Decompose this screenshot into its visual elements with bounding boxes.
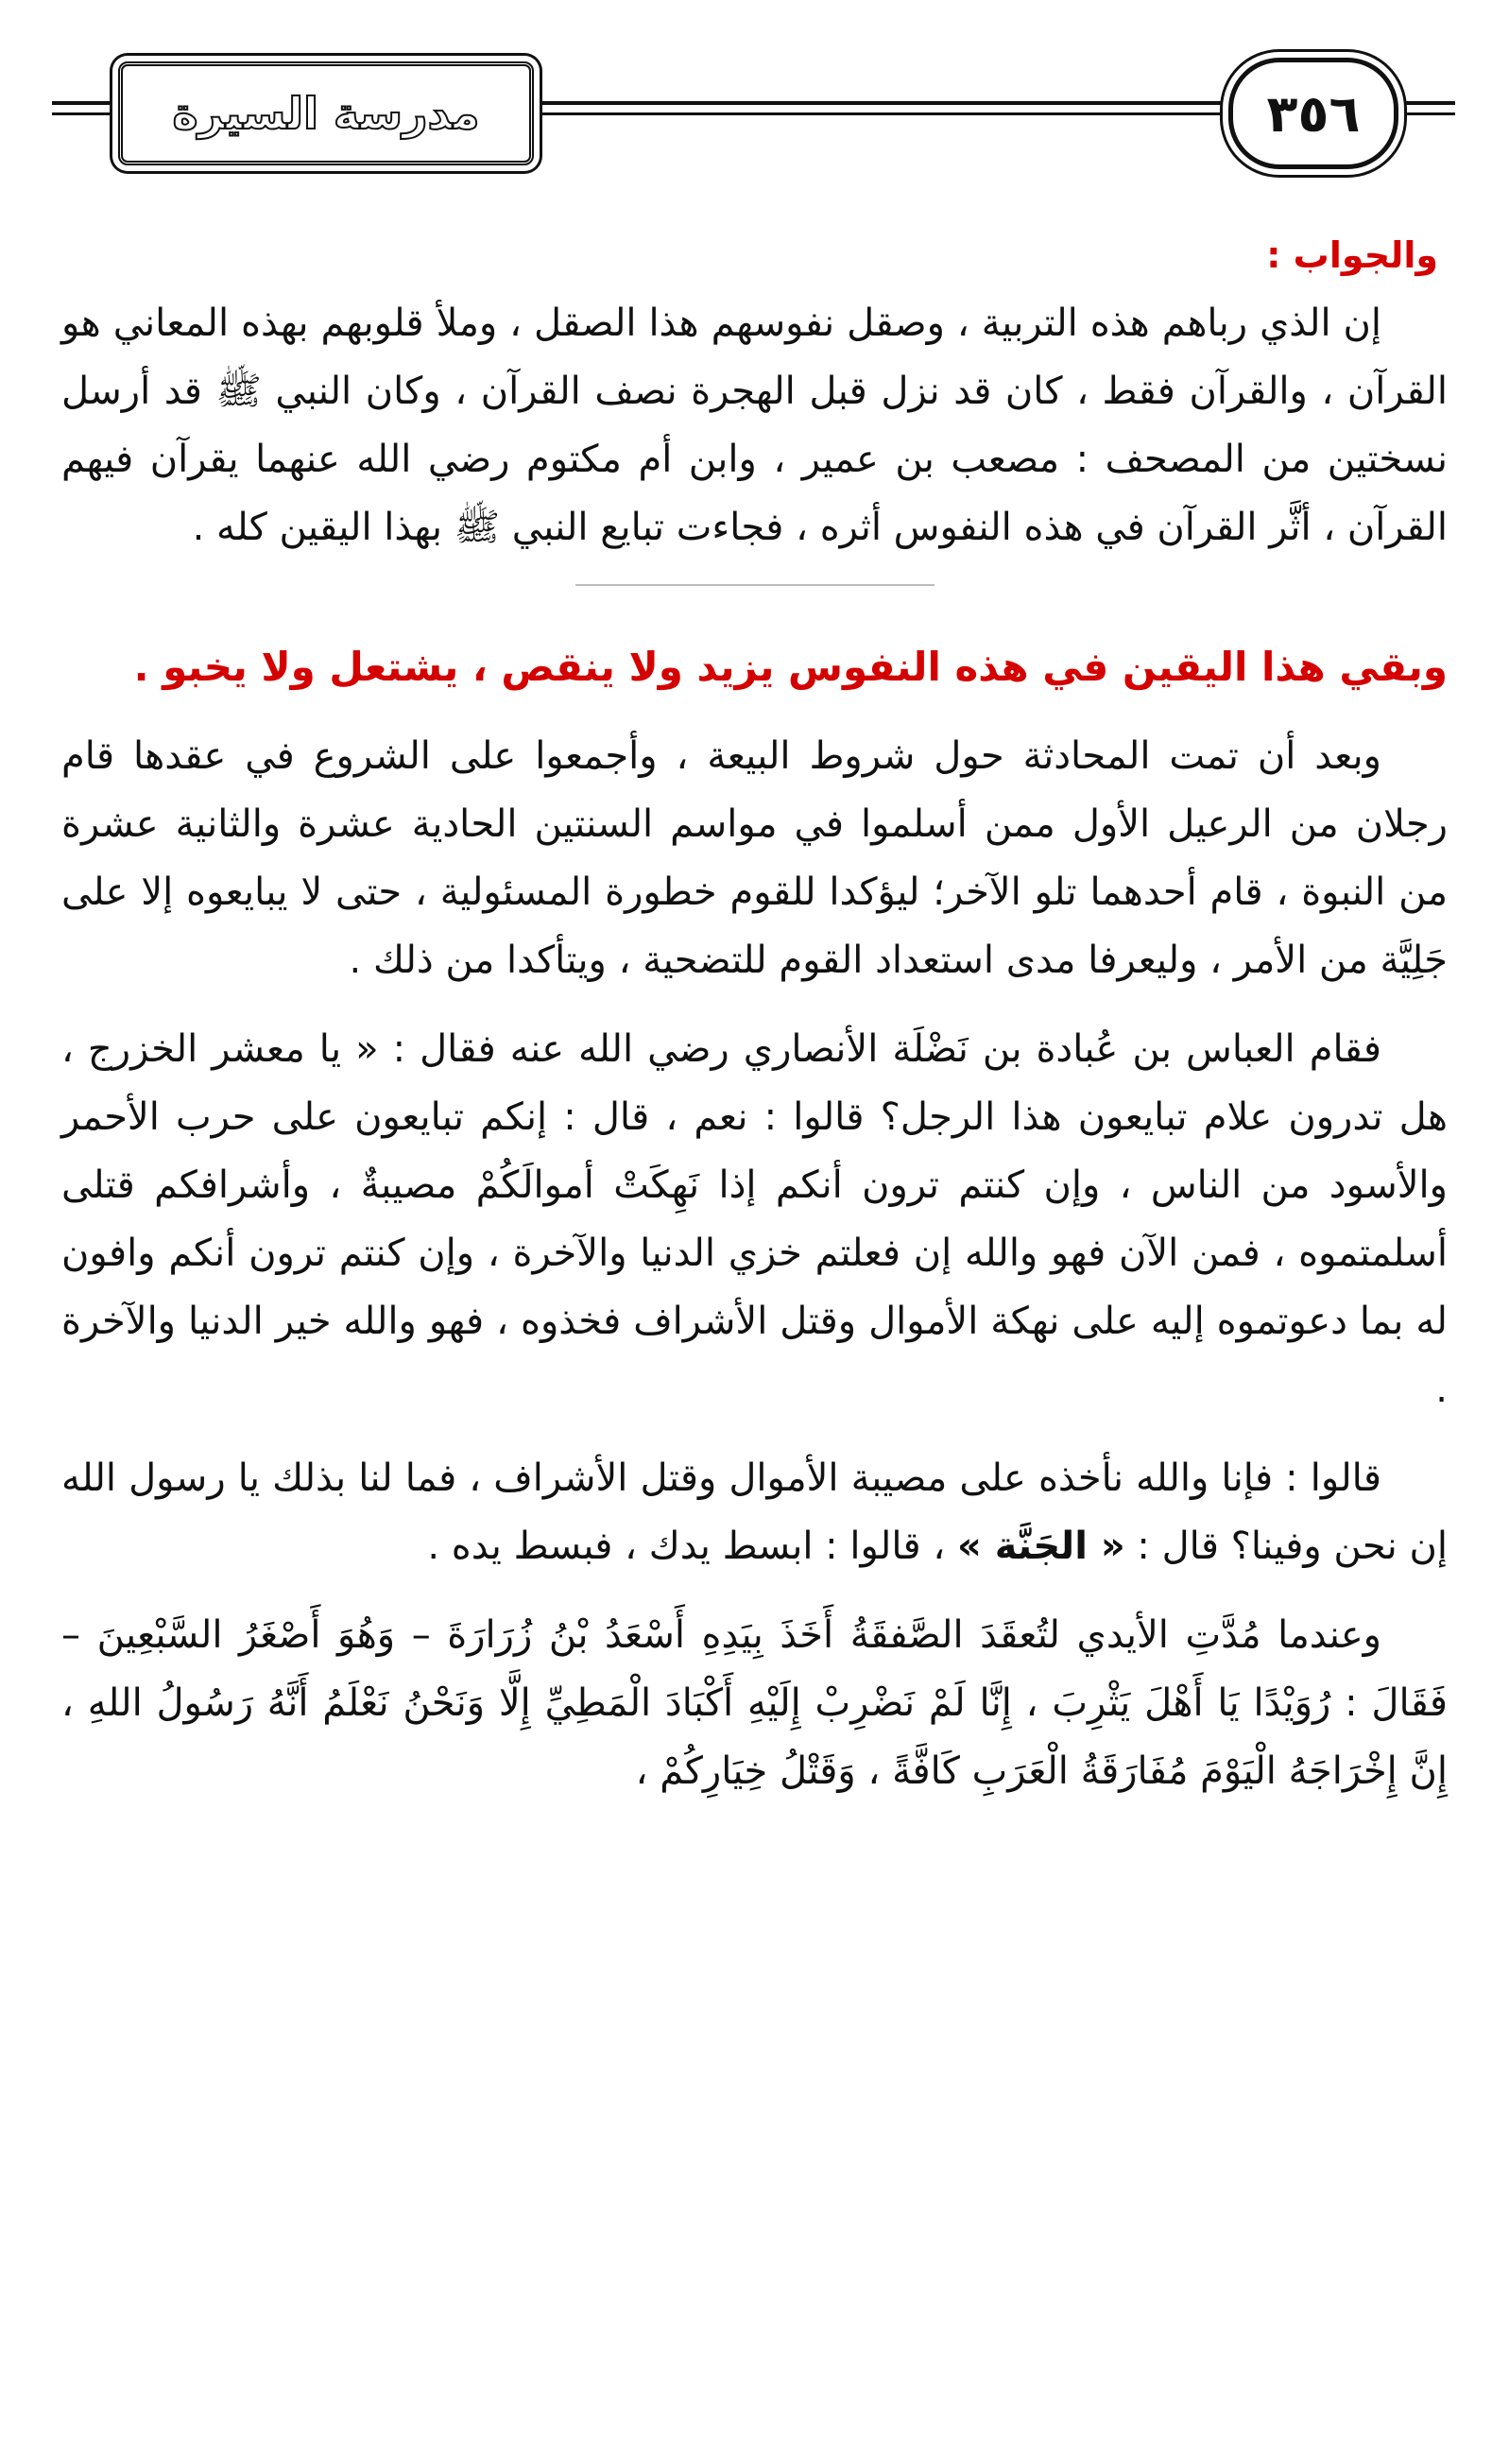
book-title: مدرسة السيرة (172, 88, 480, 139)
body-text (61, 227, 1448, 1805)
paragraph-4 (61, 1444, 1448, 1580)
paragraph-4-text: قالوا : فإنا والله نأخذه على مصيبة الأموال وقتل الأشراف ، فما لنا بذلك يا رسول الله إن نحن وفينا؟ قال : (61, 1456, 1448, 1568)
paragraph-gap (61, 1580, 1448, 1601)
book-title-frame (118, 61, 534, 165)
paragraph-4-end: ، قالوا : ابسط يدك ، فبسط يده . (427, 1525, 946, 1568)
page-header (52, 52, 1455, 165)
paragraph-2: وبعد أن تمت المحادثة حول شروط البيعة ، وأجمعوا على الشروع في عقدها قام رجلان من الرعيل الأول ممن أسلموا في مواسم السنتين الحادية عشرة والثانية عشرة من النبوة ، قام أحدهما تلو الآخر؛ ليؤكدا للقوم خطورة المسئولية ، حتى لا يبايعوه إلا على جَلِيَّة من الأمر ، وليعرفا مدى استعداد القوم للتضحية ، ويتأكدا من ذلك . (61, 734, 1448, 982)
paragraph-1: إن الذي رباهم هذه التربية ، وصقل نفوسهم هذا الصقل ، وملأ قلوبهم بهذه المعاني هو القرآن ، والقرآن فقط ، كان قد نزل قبل الهجرة نصف القرآن ، وكان النبي ﷺ قد أرسل نسختين من المصحف : مصعب بن عمير ، وابن أم مكتوم رضي الله عنهما يقرآن فيهم القرآن ، أثَّر القرآن في هذه النفوس أثره ، فجاءت تبايع النبي ﷺ بهذا اليقين كله . (61, 302, 1448, 549)
paragraph-5: وعندما مُدَّتِ الأيدي لتُعقَدَ الصَّفقَةُ أَخَذَ بِيَدِهِ أَسْعَدُ بْنُ زُرَارَةَ – وَهُوَ أَصْغَرُ السَّبْعِينَ – فَقَالَ : رُوَيْدًا يَا أَهْلَ يَثْرِبَ ، إِنَّا لَمْ نَضْرِبْ إِلَيْهِ أَكْبَادَ الْمَطِيِّ إِلَّا وَنَحْنُ نَعْلَمُ أَنَّهُ رَسُولُ اللهِ ، إِنَّ إِخْرَاجَهُ الْيَوْمَ مُفَارَقَةُ الْعَرَبِ كَافَّةً ، وَقَتْلُ خِيَارِكُمْ ، (61, 1613, 1448, 1793)
paragraph-gap (61, 1423, 1448, 1444)
paradise-quote: « الجَنَّة » (957, 1525, 1125, 1568)
page-number-frame (1228, 58, 1398, 169)
paragraph-3: فقام العباس بن عُبادة بن نَضْلَة الأنصاري رضي الله عنه فقال : « يا معشر الخزرج ، هل تدرون علام تبايعون هذا الرجل؟ قالوا : نعم ، قال : إنكم تبايعون على حرب الأحمر والأسود من الناس ، وإن كنتم ترون أنكم إذا نَهِكَتْ أموالَكُمْ مصيبةٌ ، وأشرافكم قتلى أسلمتموه ، فمن الآن فهو والله إن فعلتم خزي الدنيا والآخرة ، وإن كنتم ترون أنكم وافون له بما دعوتموه إليه على نهكة الأموال وقتل الأشراف فخذوه ، فهو والله خير الدنيا والآخرة . (61, 1027, 1448, 1411)
answer-label: والجواب : (1266, 234, 1438, 276)
separator-line (575, 584, 935, 586)
section-heading: وبقي هذا اليقين في هذه النفوس يزيد ولا ينقص ، يشتعل ولا يخبو . (133, 644, 1448, 690)
paragraph-gap (61, 994, 1448, 1015)
page-number: ٣٥٦ (1266, 83, 1361, 144)
